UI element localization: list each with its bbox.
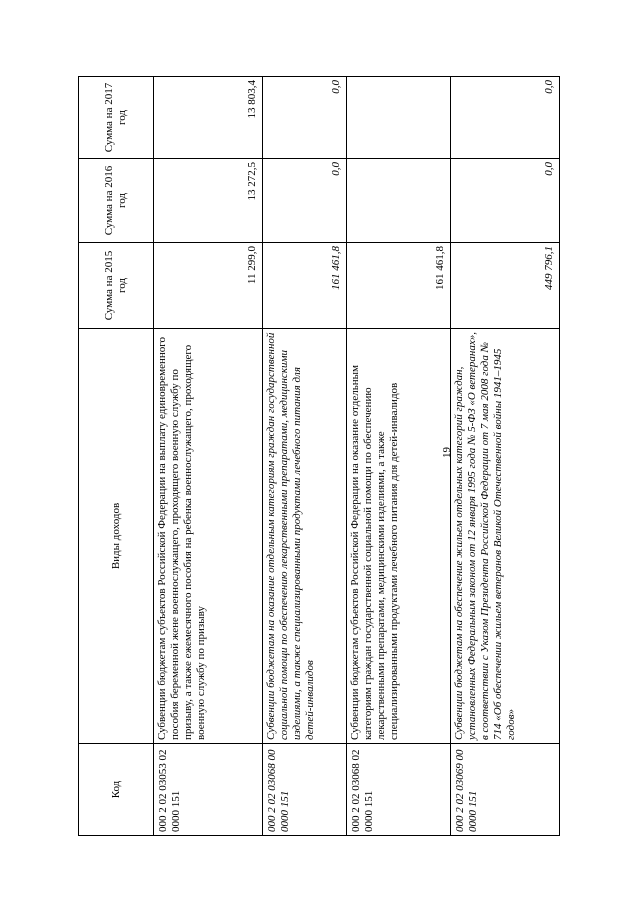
page-number: 19 xyxy=(441,447,453,458)
row-description: Субвенции бюджетам субъектов Российской Федерации на оказание отдельным категориям граждан государственной социальной помощи по обеспечению лекарственными препаратами, медицинскими изделиями, а также специализированными продуктами лечебного питания для детей-инвалидов xyxy=(347,329,451,744)
header-code: Код xyxy=(79,744,154,836)
row-sum-2017 xyxy=(347,77,451,159)
row-sum-2017: 0,0 xyxy=(262,77,347,159)
table-header-row xyxy=(79,77,154,836)
row-sum-2015: 161 461,8 xyxy=(262,243,347,329)
revenue-table xyxy=(78,76,560,836)
row-sum-2015: 11 299,0 xyxy=(154,243,263,329)
row-sum-2017: 0,0 xyxy=(451,77,560,159)
row-description: Субвенции бюджетам на обеспечение жильем отдельных категорий граждан, установленных Федеральным законом от 12 января 1995 года № 5-ФЗ «О ветеранах», в соответствии с Указом Президента Российской Федерации от 7 мая 2008 года № 714 «Об обеспечении жильем ветеранов Великой Отечественной войны 1941–1945 годов» xyxy=(451,329,560,744)
row-sum-2015: 161 461,8 xyxy=(347,243,451,329)
row-sum-2016 xyxy=(347,159,451,243)
row-description: Субвенции бюджетам на оказание отдельным категориям граждан государственной социальной помощи по обеспечению лекарственными препаратами, медицинскими изделиями, а также специализированными продуктами лечебного питания для детей-инвалидов xyxy=(262,329,347,744)
row-code: 000 2 02 03068 02 0000 151 xyxy=(347,744,451,836)
row-sum-2015: 449 796,1 xyxy=(451,243,560,329)
header-kind: Виды доходов xyxy=(79,329,154,744)
row-sum-2016: 13 272,5 xyxy=(154,159,263,243)
row-description: Субвенции бюджетам субъектов Российской Федерации на выплату единовременного пособия беременной жене военнослужащего, проходящего военную службу по призыву, а также ежемесячного пособия на ребенка военнослужащего, проходящего военную службу по призыву xyxy=(154,329,263,744)
header-sum-2016: Сумма на 2016 год xyxy=(79,159,154,243)
row-sum-2016: 0,0 xyxy=(451,159,560,243)
row-code: 000 2 02 03068 00 0000 151 xyxy=(262,744,347,836)
row-code: 000 2 02 03069 00 0000 151 xyxy=(451,744,560,836)
table-row xyxy=(347,77,451,836)
table-row xyxy=(451,77,560,836)
row-sum-2016: 0,0 xyxy=(262,159,347,243)
row-code: 000 2 02 03053 02 0000 151 xyxy=(154,744,263,836)
header-sum-2015: Сумма на 2015 год xyxy=(79,243,154,329)
table-row xyxy=(154,77,263,836)
header-sum-2017: Сумма на 2017 год xyxy=(79,77,154,159)
table-row xyxy=(262,77,347,836)
row-sum-2017: 13 803,4 xyxy=(154,77,263,159)
